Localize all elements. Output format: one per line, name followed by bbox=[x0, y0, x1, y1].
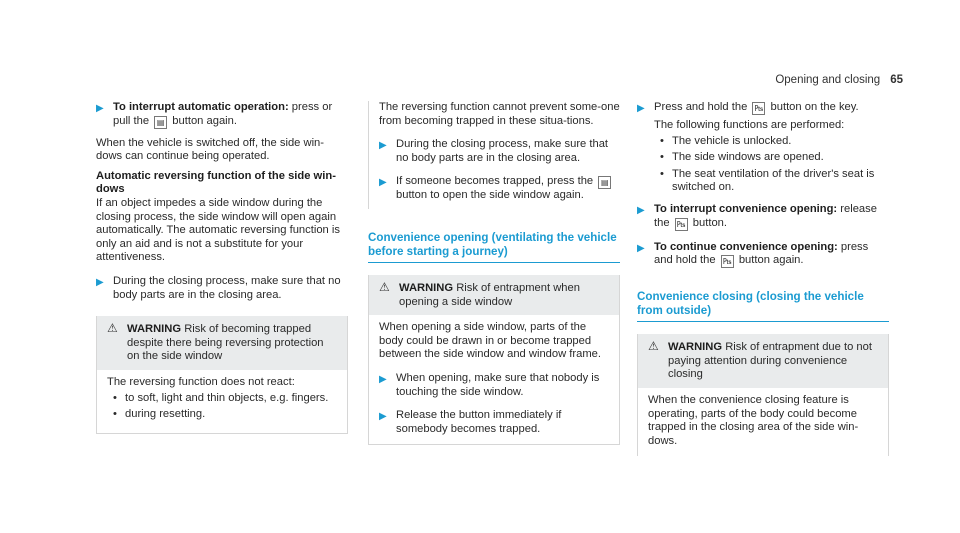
step-closing-area bbox=[379, 138, 620, 165]
section-title: Convenience closing (closing the vehicle from outside) bbox=[637, 290, 889, 322]
step-text: During the closing process, make sure that no body parts are in the closing area. bbox=[113, 274, 341, 301]
step-arrow-icon: ▶ bbox=[96, 276, 104, 288]
warning-triangle-icon: ⚠ bbox=[379, 279, 390, 294]
step-arrow-icon: ▶ bbox=[637, 242, 645, 254]
warning-text: Risk of becoming trapped despite there being reversing protection on the side window bbox=[127, 323, 324, 363]
column-2 bbox=[368, 101, 620, 453]
step-closing-area bbox=[96, 275, 348, 302]
step-interrupt-automatic bbox=[96, 101, 348, 129]
list-item: • to soft, light and thin objects, e.g. fingers. bbox=[119, 392, 337, 406]
step-trapped bbox=[379, 175, 620, 203]
warning-label: WARNING bbox=[127, 323, 182, 336]
step-arrow-icon: ▶ bbox=[379, 373, 387, 385]
column-1 bbox=[96, 101, 348, 442]
step-bold: To interrupt automatic operation: bbox=[113, 101, 289, 113]
step-arrow-icon: ▶ bbox=[379, 411, 387, 423]
warning-body: When the convenience closing feature is operating, parts of the body could become trapped in the closing area of the side win-dows. bbox=[648, 393, 859, 447]
page-header bbox=[775, 74, 903, 88]
step-text: The following functions are performed: bbox=[654, 119, 845, 131]
step-text: press and hold the bbox=[654, 240, 869, 267]
step-arrow-icon: ▶ bbox=[637, 204, 645, 216]
step-text: Press and hold the bbox=[654, 101, 748, 113]
step-text: button again. bbox=[172, 114, 237, 127]
warning-box bbox=[96, 316, 348, 434]
step-bold: To continue convenience opening: bbox=[654, 240, 838, 253]
unlock-key-icon: ₧ bbox=[752, 102, 765, 115]
list-item: • The vehicle is unlocked. bbox=[666, 135, 889, 149]
step-interrupt-convenience bbox=[637, 203, 889, 231]
warning-text: Risk of entrapment due to not paying attention during convenience closing bbox=[668, 341, 872, 381]
step-text: When opening, make sure that nobody is touching the side window. bbox=[396, 371, 600, 398]
step-text: press or pull the bbox=[113, 101, 333, 127]
warning-triangle-icon: ⚠ bbox=[648, 339, 659, 354]
step-release bbox=[379, 409, 609, 436]
step-text: release the bbox=[654, 202, 877, 229]
page-number: 65 bbox=[890, 74, 903, 86]
column-3 bbox=[637, 101, 889, 464]
paragraph: When the vehicle is switched off, the side win-dows can continue being operated. bbox=[96, 136, 325, 163]
paragraph: The reversing function cannot prevent some-one from becoming trapped in these situa-tions. bbox=[379, 101, 620, 127]
step-when-opening bbox=[379, 372, 609, 399]
unlock-key-icon: ₧ bbox=[675, 218, 688, 231]
bullet-list bbox=[654, 135, 889, 195]
warning-box bbox=[368, 275, 620, 445]
warning-body: The reversing function does not react: bbox=[107, 375, 295, 388]
list-item: • during resetting. bbox=[119, 408, 337, 422]
step-text: During the closing process, make sure that no body parts are in the closing area. bbox=[396, 138, 609, 164]
paragraph: If an object impedes a side window during the closing process, the side window will open again automatically. The automatic reversing function is only an aid and is not a substitute for your attentiveness. bbox=[96, 196, 340, 264]
warning-body: When opening a side window, parts of the body could be drawn in or become trapped between the side window and window frame. bbox=[379, 321, 602, 361]
window-switch-icon: ▤ bbox=[154, 116, 167, 129]
step-press-hold bbox=[637, 101, 889, 195]
warning-triangle-icon: ⚠ bbox=[107, 321, 118, 336]
bullet-list bbox=[107, 392, 337, 422]
warning-box bbox=[637, 334, 889, 456]
step-text: button again. bbox=[738, 254, 804, 267]
section-title: Convenience opening (ventilating the vehicle before starting a journey) bbox=[368, 231, 620, 263]
step-arrow-icon: ▶ bbox=[379, 177, 387, 189]
step-arrow-icon: ▶ bbox=[379, 140, 387, 152]
list-item: • The side windows are opened. bbox=[666, 151, 889, 165]
step-text: button on the key. bbox=[770, 101, 859, 113]
step-bold: To interrupt convenience opening: bbox=[654, 202, 838, 215]
step-text: button to open the side window again. bbox=[396, 189, 584, 202]
unlock-key-icon: ₧ bbox=[721, 255, 734, 268]
warning-label: WARNING bbox=[399, 281, 454, 294]
section-name: Opening and closing bbox=[775, 74, 881, 86]
warning-text: Risk of entrapment when opening a side window bbox=[399, 281, 580, 308]
step-arrow-icon: ▶ bbox=[96, 103, 104, 114]
warning-continuation bbox=[368, 101, 620, 209]
list-item: • The seat ventilation of the driver's seat is switched on. bbox=[666, 168, 889, 195]
window-switch-icon: ▤ bbox=[598, 176, 611, 189]
warning-label: WARNING bbox=[668, 341, 723, 354]
step-continue-convenience bbox=[637, 241, 889, 269]
step-text: button. bbox=[692, 216, 727, 229]
step-text: If someone becomes trapped, press the bbox=[396, 175, 594, 188]
step-text: Release the button immediately if somebody becomes trapped. bbox=[396, 409, 562, 435]
step-arrow-icon: ▶ bbox=[637, 103, 645, 114]
subheading: Automatic reversing function of the side win-dows bbox=[96, 169, 336, 196]
